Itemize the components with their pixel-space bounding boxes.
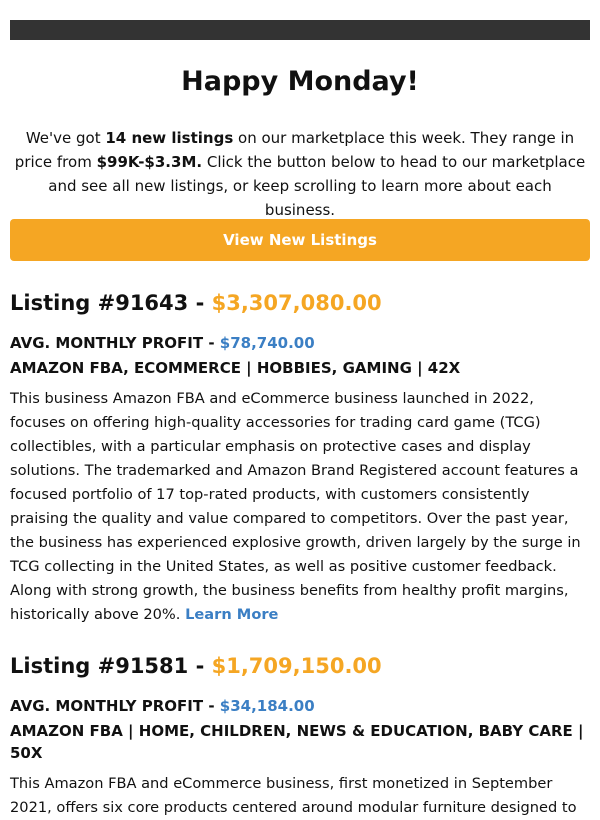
listing-price: $1,709,150.00 (211, 654, 382, 678)
intro-text-part: Click the button below to head to our marketplace and see all new listings, or keep scrolling to learn more about each business. (48, 153, 586, 219)
monthly-profit (10, 332, 590, 354)
price-range: $99K-$3.3M. (96, 153, 203, 171)
profit-value: $34,184.00 (219, 697, 315, 715)
listing-count: 14 new listings (105, 129, 234, 147)
listing-category: AMAZON FBA | HOME, CHILDREN, NEWS & EDUCATION, BABY CARE | 50X (10, 722, 584, 762)
monthly-profit (10, 695, 590, 717)
profit-value: $78,740.00 (219, 334, 315, 352)
listing-category: AMAZON FBA, ECOMMERCE | HOBBIES, GAMING | 42X (10, 359, 461, 377)
intro-text-part: We've got (25, 129, 106, 147)
profit-label: AVG. MONTHLY PROFIT - (10, 697, 220, 715)
description-text: This business Amazon FBA and eCommerce business launched in 2022, focuses on offering high-quality accessories for trading card game (TCG) collectibles, with a particular emphasis on protective cases and display solutions. The trademarked and Amazon Brand Registered account features a focused portfolio of 17 top-rated products, with customers consistently praising the quality and value compared to competitors. Over the past year, the business has experienced explosive growth, driven largely by the surge in TCG collecting in the United States, as well as positive customer feedback. Along with strong growth, the business benefits from healthy profit margins, historically above 20%. (10, 390, 581, 623)
listing-title (10, 288, 590, 318)
listing-description (10, 772, 590, 820)
greeting-heading: Happy Monday! (181, 66, 419, 97)
profit-label: AVG. MONTHLY PROFIT - (10, 334, 220, 352)
listing-title (10, 651, 590, 681)
listing-card (10, 288, 590, 627)
intro-text (14, 126, 586, 222)
description-text: This Amazon FBA and eCommerce business, first monetized in September 2021, offers six core products centered around modular furniture designed to (10, 775, 577, 816)
intro-text-part: on our marketplace this week. They range in price from (14, 129, 575, 171)
listing-card (10, 651, 590, 820)
listing-price: $3,307,080.00 (211, 291, 382, 315)
view-new-listings-button[interactable]: View New Listings (10, 219, 590, 261)
listing-number: Listing #91643 - (10, 291, 212, 315)
listing-number: Listing #91581 - (10, 654, 212, 678)
header-bar (10, 20, 590, 40)
learn-more-link[interactable]: Learn More (185, 606, 279, 623)
listing-description (10, 387, 590, 627)
